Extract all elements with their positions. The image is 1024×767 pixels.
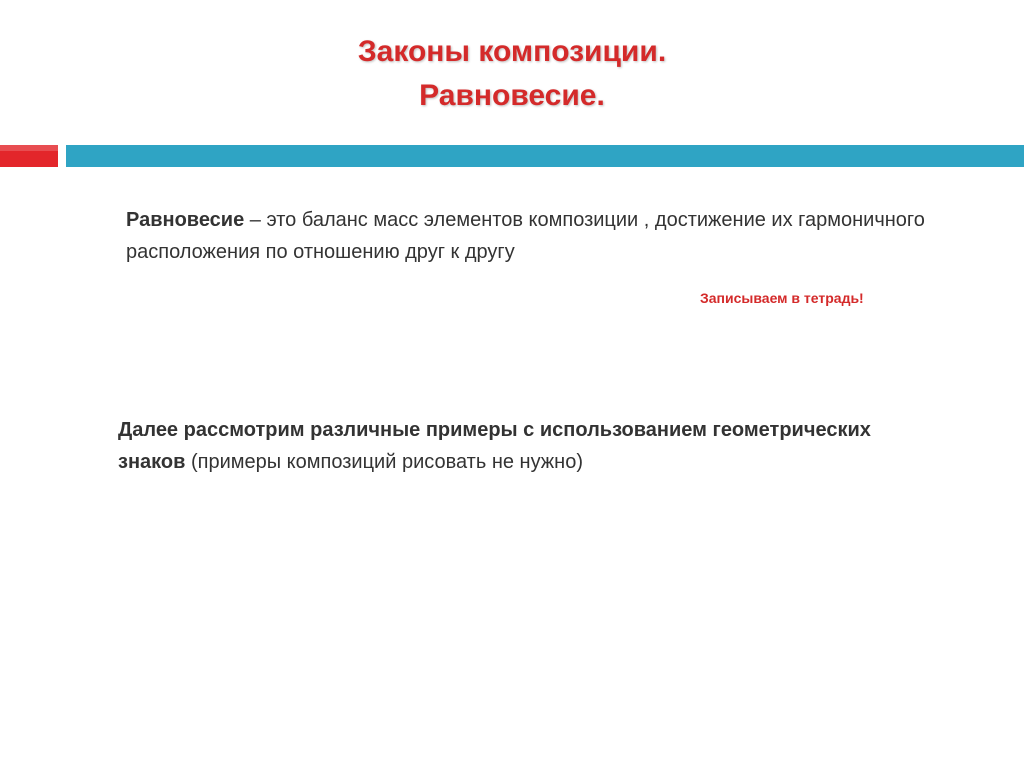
accent-band-red-highlight [0, 145, 58, 151]
definition-term: Равновесие [126, 209, 245, 231]
title-line-1: Законы композиции. [357, 35, 667, 68]
definition-paragraph [126, 204, 946, 268]
accent-band-blue [66, 145, 1024, 167]
followup-regular-text: (примеры композиций рисовать не нужно) [185, 451, 584, 473]
followup-bold-text: Далее рассмотрим различные примеры с использованием геометрических знаков [118, 419, 871, 473]
followup-paragraph [118, 414, 918, 478]
notebook-note: Записываем в тетрадь! [700, 290, 864, 306]
title-line-2: Равновесие. [419, 79, 605, 112]
slide-title [0, 30, 1024, 118]
definition-text: – это баланс масс элементов композиции , достижение их гармоничного расположения по отношению друг к другу [126, 209, 925, 263]
